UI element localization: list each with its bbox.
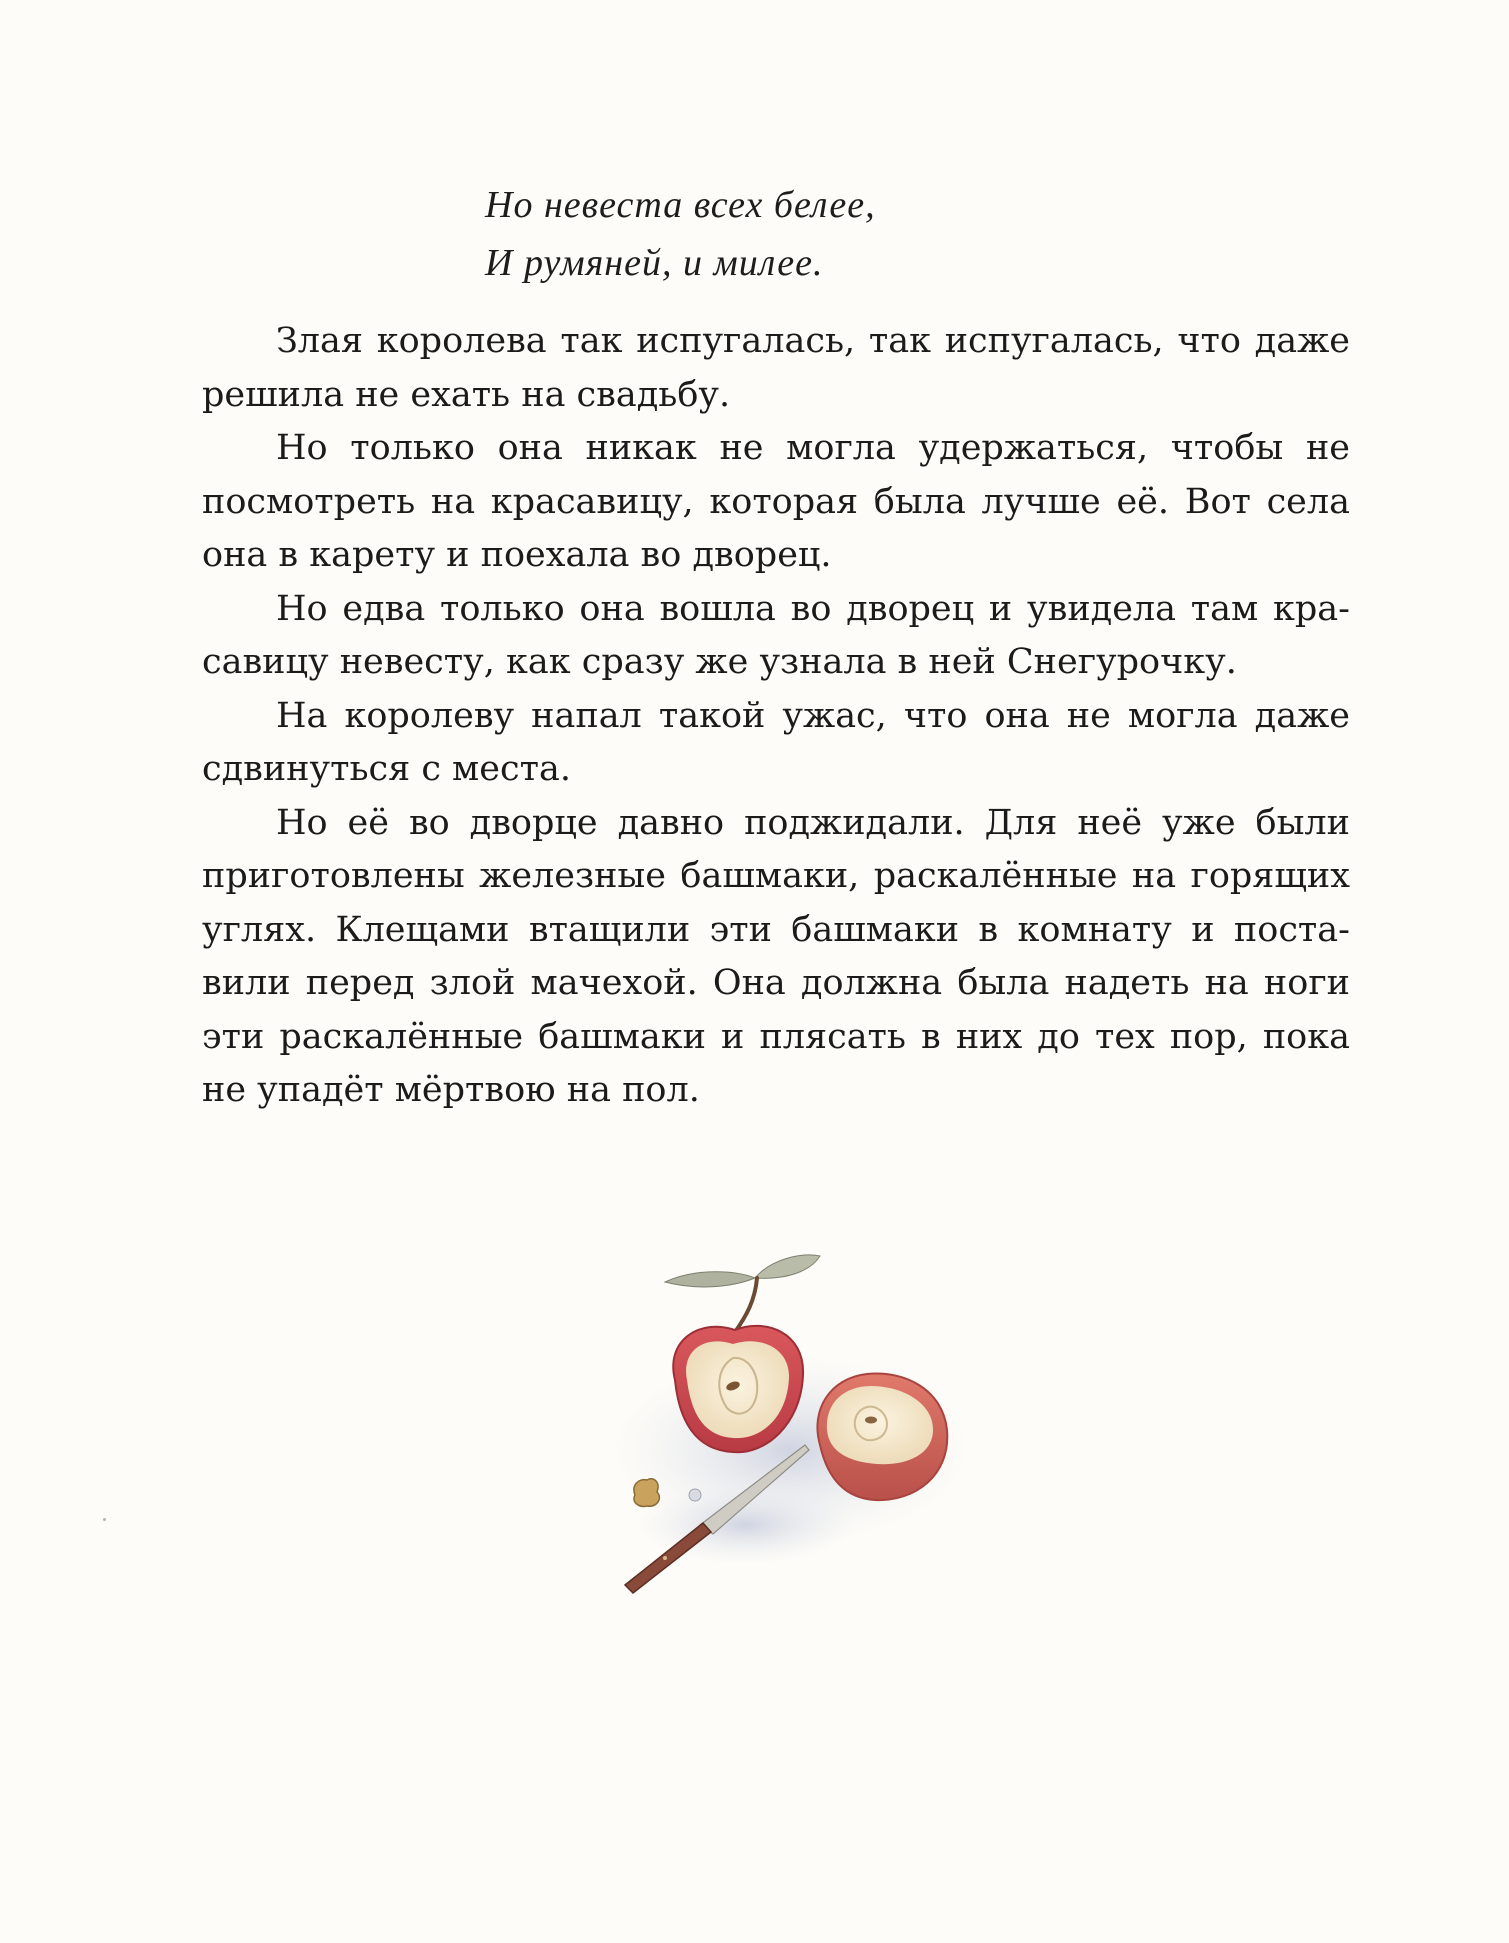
small-shaker [634,1479,659,1507]
leaf-right [755,1255,820,1278]
paragraph-2: Но только она никак не могла удержаться, чтобы не посмотреть на красавицу, которая была лучше её. Вот села она в карету и поехала во дворец. [202,428,1350,575]
verse-line-1: Но невеста всех белее, [485,184,876,226]
verse-line-2: И румяней, и милее. [485,242,824,284]
paragraph-5: Но её во дворце давно поджидали. Для неё уже были приготовлены железные башмаки, раскалённые на горящих углях. Клещами втащили эти башмаки в комнату и поставили перед злой мачехой. Она должна была надеть на ноги эти раскалённые башмаки и плясать в них до тех пор, пока не упадёт мёртвою на пол. [202,802,1350,1110]
paragraph-1: Злая королева так испугалась, так испугалась, что даже решила не ехать на свадьбу. [202,321,1350,415]
knife-rivet [663,1556,667,1560]
pebble [689,1489,701,1501]
apple-stem [735,1278,757,1332]
paragraph-4: На королеву напал такой ужас, что она не могла даже сдвинуться с места. [202,695,1350,789]
paragraph-3: Но едва только она вошла во дворец и увидела там красавицу невесту, как сразу же узнала в ней Снегурочку. [202,588,1350,682]
verse-block [485,176,876,292]
prose-block [202,315,1350,1118]
leaf-left [665,1272,755,1287]
apple-illustration [605,1240,1005,1600]
page-speck [103,1518,106,1521]
apple-seed-right [865,1417,877,1424]
apple-knife-picture [605,1240,1005,1600]
